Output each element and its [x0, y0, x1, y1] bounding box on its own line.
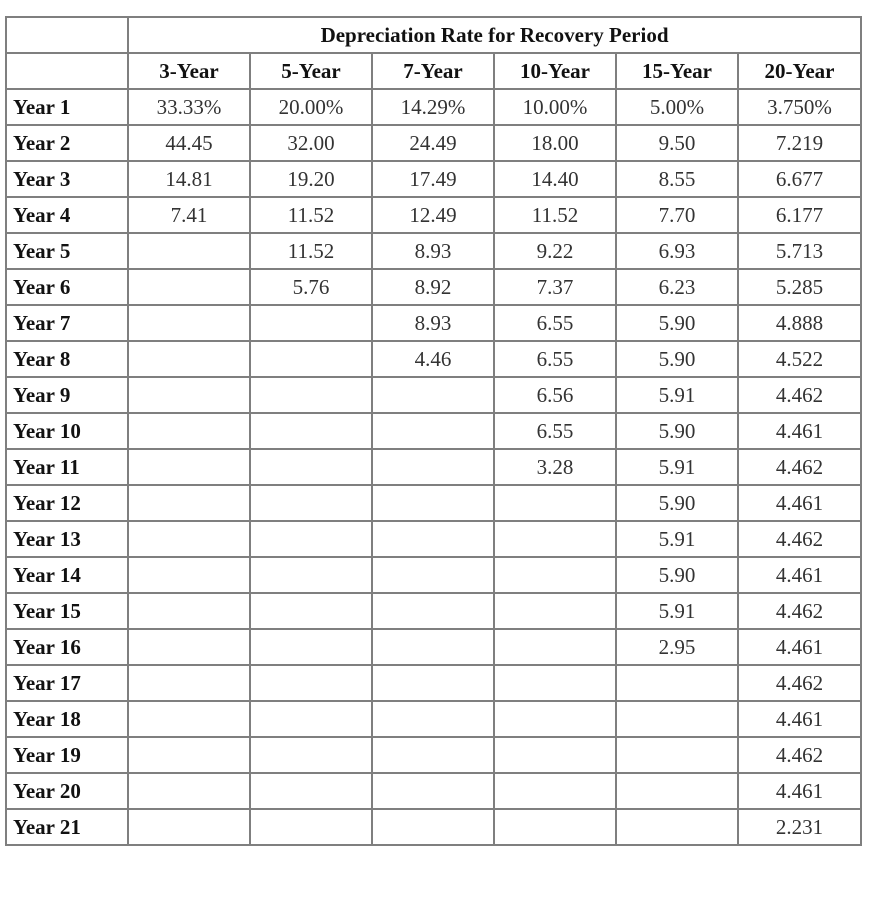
rate-cell: 6.55	[494, 341, 616, 377]
table-row	[6, 341, 861, 377]
rate-cell	[494, 557, 616, 593]
table-row	[6, 737, 861, 773]
rate-cell	[250, 737, 372, 773]
rate-cell	[128, 737, 250, 773]
rate-cell: 6.93	[616, 233, 738, 269]
rate-cell	[250, 485, 372, 521]
rate-cell: 5.90	[616, 341, 738, 377]
table-row	[6, 665, 861, 701]
rate-cell: 4.461	[738, 413, 861, 449]
table-row	[6, 449, 861, 485]
rate-cell: 3.750%	[738, 89, 861, 125]
table-row	[6, 197, 861, 233]
rate-cell: 8.93	[372, 305, 494, 341]
rate-cell	[128, 485, 250, 521]
rate-cell	[372, 413, 494, 449]
table-row	[6, 773, 861, 809]
rate-cell	[128, 377, 250, 413]
rate-cell: 24.49	[372, 125, 494, 161]
rate-cell	[250, 449, 372, 485]
rate-cell: 3.28	[494, 449, 616, 485]
rate-cell	[372, 557, 494, 593]
rate-cell	[250, 341, 372, 377]
rate-cell: 19.20	[250, 161, 372, 197]
rate-cell	[128, 701, 250, 737]
rate-cell: 7.70	[616, 197, 738, 233]
row-label: Year 4	[6, 197, 128, 233]
rate-cell	[372, 485, 494, 521]
table-row	[6, 269, 861, 305]
rate-cell	[250, 377, 372, 413]
rate-cell: 20.00%	[250, 89, 372, 125]
rate-cell	[494, 485, 616, 521]
rate-cell	[494, 701, 616, 737]
rate-cell	[128, 593, 250, 629]
rate-cell	[250, 557, 372, 593]
rate-cell	[250, 305, 372, 341]
rate-cell	[250, 593, 372, 629]
rate-cell: 11.52	[250, 197, 372, 233]
rate-cell: 5.90	[616, 305, 738, 341]
table-row	[6, 629, 861, 665]
rate-cell: 4.462	[738, 665, 861, 701]
rate-cell: 44.45	[128, 125, 250, 161]
table-row	[6, 125, 861, 161]
rate-cell: 7.219	[738, 125, 861, 161]
row-label: Year 19	[6, 737, 128, 773]
rate-cell	[250, 809, 372, 845]
row-label: Year 11	[6, 449, 128, 485]
rate-cell: 32.00	[250, 125, 372, 161]
table-row	[6, 809, 861, 845]
rate-cell: 4.462	[738, 737, 861, 773]
rate-cell: 5.91	[616, 449, 738, 485]
row-label: Year 1	[6, 89, 128, 125]
rate-cell	[128, 521, 250, 557]
row-label: Year 5	[6, 233, 128, 269]
row-label: Year 12	[6, 485, 128, 521]
row-label: Year 10	[6, 413, 128, 449]
rate-cell: 5.90	[616, 413, 738, 449]
row-label: Year 6	[6, 269, 128, 305]
rate-cell: 4.461	[738, 629, 861, 665]
rate-cell: 5.76	[250, 269, 372, 305]
table-row	[6, 377, 861, 413]
title-row	[6, 17, 861, 53]
rate-cell: 6.55	[494, 305, 616, 341]
column-header: 3-Year	[128, 53, 250, 89]
row-label: Year 13	[6, 521, 128, 557]
rate-cell: 9.50	[616, 125, 738, 161]
table-row	[6, 233, 861, 269]
rate-cell	[494, 773, 616, 809]
rate-cell	[494, 521, 616, 557]
rate-cell: 4.462	[738, 593, 861, 629]
row-label: Year 21	[6, 809, 128, 845]
rate-cell: 5.90	[616, 557, 738, 593]
row-label: Year 14	[6, 557, 128, 593]
rate-cell: 6.56	[494, 377, 616, 413]
table-title: Depreciation Rate for Recovery Period	[128, 17, 861, 53]
row-label: Year 3	[6, 161, 128, 197]
rate-cell	[616, 809, 738, 845]
rate-cell: 5.00%	[616, 89, 738, 125]
rate-cell	[128, 557, 250, 593]
row-label: Year 15	[6, 593, 128, 629]
row-label: Year 17	[6, 665, 128, 701]
rate-cell: 4.461	[738, 773, 861, 809]
rate-cell	[128, 665, 250, 701]
column-header-row	[6, 53, 861, 89]
table-row	[6, 161, 861, 197]
row-label: Year 2	[6, 125, 128, 161]
rate-cell	[372, 701, 494, 737]
rate-cell	[372, 737, 494, 773]
rate-cell	[372, 629, 494, 665]
row-label: Year 9	[6, 377, 128, 413]
column-header: 20-Year	[738, 53, 861, 89]
rate-cell: 5.90	[616, 485, 738, 521]
rate-cell	[128, 629, 250, 665]
rate-cell: 4.888	[738, 305, 861, 341]
rate-cell: 5.91	[616, 593, 738, 629]
rate-cell: 6.177	[738, 197, 861, 233]
rate-cell: 14.40	[494, 161, 616, 197]
row-label: Year 18	[6, 701, 128, 737]
table-body	[6, 89, 861, 845]
rate-cell	[372, 449, 494, 485]
rate-cell: 6.677	[738, 161, 861, 197]
rate-cell: 14.81	[128, 161, 250, 197]
column-header: 7-Year	[372, 53, 494, 89]
rate-cell: 8.55	[616, 161, 738, 197]
rate-cell: 8.93	[372, 233, 494, 269]
rate-cell	[372, 773, 494, 809]
rate-cell	[616, 665, 738, 701]
rate-cell	[494, 593, 616, 629]
row-label: Year 16	[6, 629, 128, 665]
rate-cell	[372, 521, 494, 557]
rate-cell	[616, 737, 738, 773]
rate-cell	[128, 413, 250, 449]
rate-cell: 2.95	[616, 629, 738, 665]
rate-cell: 2.231	[738, 809, 861, 845]
rate-cell: 18.00	[494, 125, 616, 161]
rate-cell: 4.462	[738, 449, 861, 485]
rate-cell	[616, 773, 738, 809]
rate-cell: 6.23	[616, 269, 738, 305]
rate-cell: 5.91	[616, 521, 738, 557]
rate-cell: 17.49	[372, 161, 494, 197]
rate-cell: 7.37	[494, 269, 616, 305]
rate-cell	[616, 701, 738, 737]
rate-cell: 11.52	[494, 197, 616, 233]
table-row	[6, 89, 861, 125]
rate-cell	[128, 341, 250, 377]
rate-cell	[250, 701, 372, 737]
rate-cell: 4.46	[372, 341, 494, 377]
rate-cell: 4.461	[738, 701, 861, 737]
rate-cell: 4.522	[738, 341, 861, 377]
table-row	[6, 485, 861, 521]
rate-cell	[372, 665, 494, 701]
rate-cell	[494, 737, 616, 773]
column-header: 15-Year	[616, 53, 738, 89]
rate-cell: 7.41	[128, 197, 250, 233]
rate-cell	[250, 773, 372, 809]
rate-cell: 11.52	[250, 233, 372, 269]
column-header: 5-Year	[250, 53, 372, 89]
blank-corner-cell	[6, 17, 128, 53]
rate-cell: 4.461	[738, 557, 861, 593]
blank-header-cell	[6, 53, 128, 89]
rate-cell: 5.285	[738, 269, 861, 305]
rate-cell: 5.713	[738, 233, 861, 269]
table-row	[6, 557, 861, 593]
rate-cell	[250, 665, 372, 701]
rate-cell: 4.461	[738, 485, 861, 521]
rate-cell	[128, 305, 250, 341]
rate-cell: 4.462	[738, 377, 861, 413]
row-label: Year 20	[6, 773, 128, 809]
rate-cell	[128, 809, 250, 845]
row-label: Year 7	[6, 305, 128, 341]
table-row	[6, 701, 861, 737]
table-row	[6, 593, 861, 629]
rate-cell	[128, 269, 250, 305]
rate-cell	[128, 449, 250, 485]
rate-cell: 9.22	[494, 233, 616, 269]
rate-cell: 4.462	[738, 521, 861, 557]
rate-cell: 10.00%	[494, 89, 616, 125]
rate-cell	[494, 629, 616, 665]
table-row	[6, 305, 861, 341]
table-row	[6, 521, 861, 557]
rate-cell	[250, 629, 372, 665]
column-header: 10-Year	[494, 53, 616, 89]
table-row	[6, 413, 861, 449]
rate-cell: 6.55	[494, 413, 616, 449]
row-label: Year 8	[6, 341, 128, 377]
rate-cell	[494, 665, 616, 701]
rate-cell: 33.33%	[128, 89, 250, 125]
rate-cell	[128, 233, 250, 269]
rate-cell	[128, 773, 250, 809]
rate-cell: 8.92	[372, 269, 494, 305]
rate-cell	[250, 521, 372, 557]
rate-cell	[494, 809, 616, 845]
rate-cell: 12.49	[372, 197, 494, 233]
rate-cell	[250, 413, 372, 449]
rate-cell	[372, 809, 494, 845]
rate-cell: 14.29%	[372, 89, 494, 125]
rate-cell	[372, 377, 494, 413]
rate-cell	[372, 593, 494, 629]
depreciation-table	[5, 16, 862, 846]
rate-cell: 5.91	[616, 377, 738, 413]
